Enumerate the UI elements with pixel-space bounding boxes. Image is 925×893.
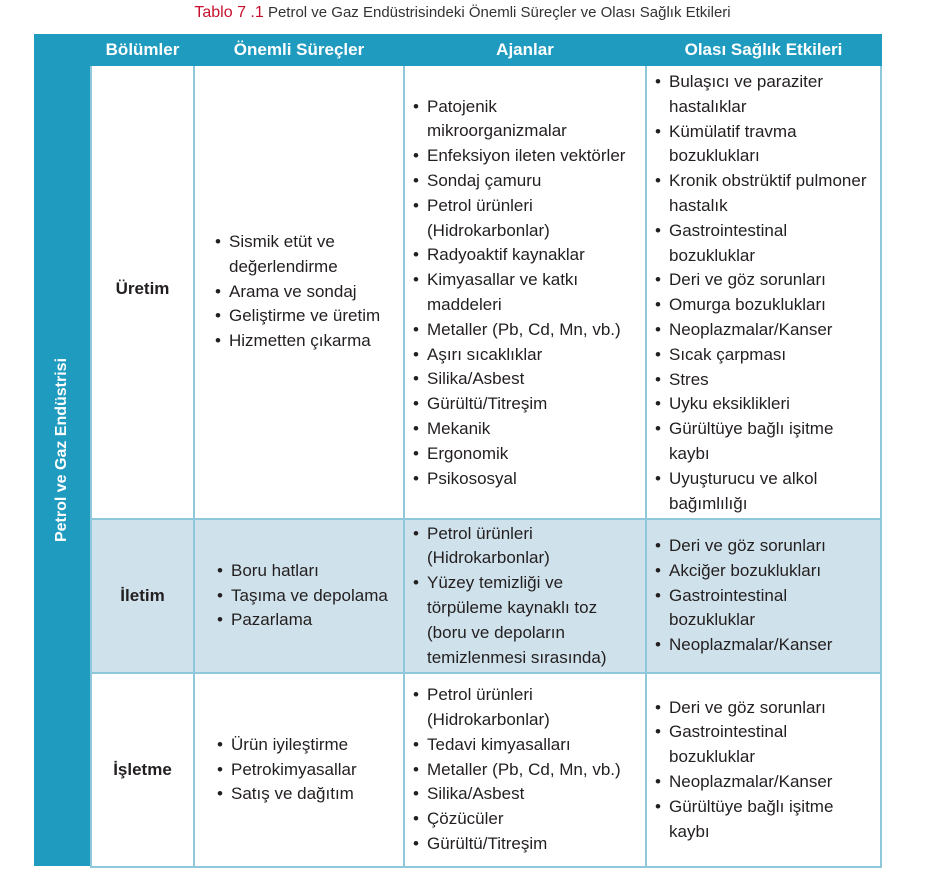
list-item: • Kronik obstrüktif pulmoner hastalık: [653, 169, 874, 219]
list-item: • Bulaşıcı ve paraziter hastalıklar: [653, 70, 874, 120]
list-item: • Metaller (Pb, Cd, Mn, vb.): [411, 758, 639, 783]
list-item: • Gürültü/Titreşim: [411, 392, 639, 417]
list-item: • Sondaj çamuru: [411, 169, 639, 194]
list-item: • Uyuşturucu ve alkol bağımlılığı: [653, 467, 874, 517]
agents-cell: [404, 65, 646, 519]
section-cell: İşletme: [91, 673, 194, 867]
list-item: • Taşıma ve depolama: [215, 584, 397, 609]
list-item: • Stres: [653, 368, 874, 393]
list-item: • Yüzey temizliği ve törpüleme kaynaklı toz (boru ve depoların temizlenmesi sırasında): [411, 571, 639, 670]
list-item: • Gürültü/Titreşim: [411, 832, 639, 857]
processes-cell: [194, 673, 404, 867]
list-item: • Metaller (Pb, Cd, Mn, vb.): [411, 318, 639, 343]
list-item: • Petrol ürünleri (Hidrokarbonlar): [411, 194, 639, 244]
list-item: • Petrol ürünleri (Hidrokarbonlar): [411, 522, 639, 572]
effects-cell: [646, 673, 881, 867]
section-cell: Üretim: [91, 65, 194, 519]
effects-cell: [646, 65, 881, 519]
list-item: • Petrokimyasallar: [215, 758, 397, 783]
list-item: • Sıcak çarpması: [653, 343, 874, 368]
list-item: • Tedavi kimyasalları: [411, 733, 639, 758]
list-item: • Silika/Asbest: [411, 367, 639, 392]
list-item: • Kümülatif travma bozuklukları: [653, 120, 874, 170]
list-item: • Hizmetten çıkarma: [213, 329, 397, 354]
list-item: • Patojenik mikroorganizmalar: [411, 95, 639, 145]
bullet-list: [201, 230, 397, 354]
side-band: [34, 34, 90, 866]
list-item: • Deri ve göz sorunları: [653, 534, 874, 559]
list-item: • Gastrointestinal bozukluklar: [653, 720, 874, 770]
processes-cell: [194, 65, 404, 519]
section-cell: İletim: [91, 519, 194, 673]
side-label: Petrol ve Gaz Endüstrisi: [53, 357, 70, 543]
bullet-list: [653, 66, 874, 516]
list-item: • Omurga bozuklukları: [653, 293, 874, 318]
list-item: • Gastrointestinal bozukluklar: [653, 584, 874, 634]
header-cell: Olası Sağlık Etkileri: [646, 35, 881, 65]
list-item: • Neoplazmalar/Kanser: [653, 633, 874, 658]
list-item: • Deri ve göz sorunları: [653, 268, 874, 293]
list-item: • Çözücüler: [411, 807, 639, 832]
processes-cell: [194, 519, 404, 673]
list-item: • Kimyasallar ve katkı maddeleri: [411, 268, 639, 318]
list-item: • Neoplazmalar/Kanser: [653, 770, 874, 795]
agents-cell: [404, 673, 646, 867]
caption-label: Tablo 7 .1: [194, 4, 264, 21]
list-item: • Enfeksiyon ileten vektörler: [411, 144, 639, 169]
table-caption: [0, 4, 925, 22]
list-item: • Mekanik: [411, 417, 639, 442]
header-cell: Önemli Süreçler: [194, 35, 404, 65]
list-item: • Uyku eksiklikleri: [653, 392, 874, 417]
list-item: • Boru hatları: [215, 559, 397, 584]
caption-text: Petrol ve Gaz Endüstrisindeki Önemli Süreçler ve Olası Sağlık Etkileri: [267, 4, 731, 21]
list-item: • Gürültüye bağlı işitme kaybı: [653, 795, 874, 845]
list-item: • Aşırı sıcaklıklar: [411, 343, 639, 368]
agents-cell: [404, 519, 646, 673]
effects-cell: [646, 519, 881, 673]
table-frame: [34, 34, 880, 866]
list-item: • Ergonomik: [411, 442, 639, 467]
bullet-list: [411, 93, 639, 492]
list-item: • Psikososyal: [411, 467, 639, 492]
bullet-list: [653, 534, 874, 658]
list-item: • Neoplazmalar/Kanser: [653, 318, 874, 343]
bullet-list: [411, 522, 639, 671]
table-row: [91, 673, 881, 867]
list-item: • Geliştirme ve üretim: [213, 304, 397, 329]
list-item: • Ürün iyileştirme: [215, 733, 397, 758]
bullet-list: [201, 733, 397, 807]
table-row: [91, 519, 881, 673]
header-row: [91, 35, 881, 65]
data-table: [90, 34, 882, 868]
bullet-list: [653, 696, 874, 845]
list-item: • Satış ve dağıtım: [215, 782, 397, 807]
list-item: • Arama ve sondaj: [213, 280, 397, 305]
bullet-list: [411, 683, 639, 857]
list-item: • Gürültüye bağlı işitme kaybı: [653, 417, 874, 467]
bullet-list: [201, 559, 397, 633]
header-cell: Bölümler: [91, 35, 194, 65]
list-item: • Pazarlama: [215, 608, 397, 633]
table-row: [91, 65, 881, 519]
list-item: • Silika/Asbest: [411, 782, 639, 807]
list-item: • Petrol ürünleri (Hidrokarbonlar): [411, 683, 639, 733]
list-item: • Radyoaktif kaynaklar: [411, 243, 639, 268]
header-cell: Ajanlar: [404, 35, 646, 65]
list-item: • Akciğer bozuklukları: [653, 559, 874, 584]
list-item: • Gastrointestinal bozukluklar: [653, 219, 874, 269]
list-item: • Deri ve göz sorunları: [653, 696, 874, 721]
list-item: • Sismik etüt ve değerlendirme: [213, 230, 397, 280]
